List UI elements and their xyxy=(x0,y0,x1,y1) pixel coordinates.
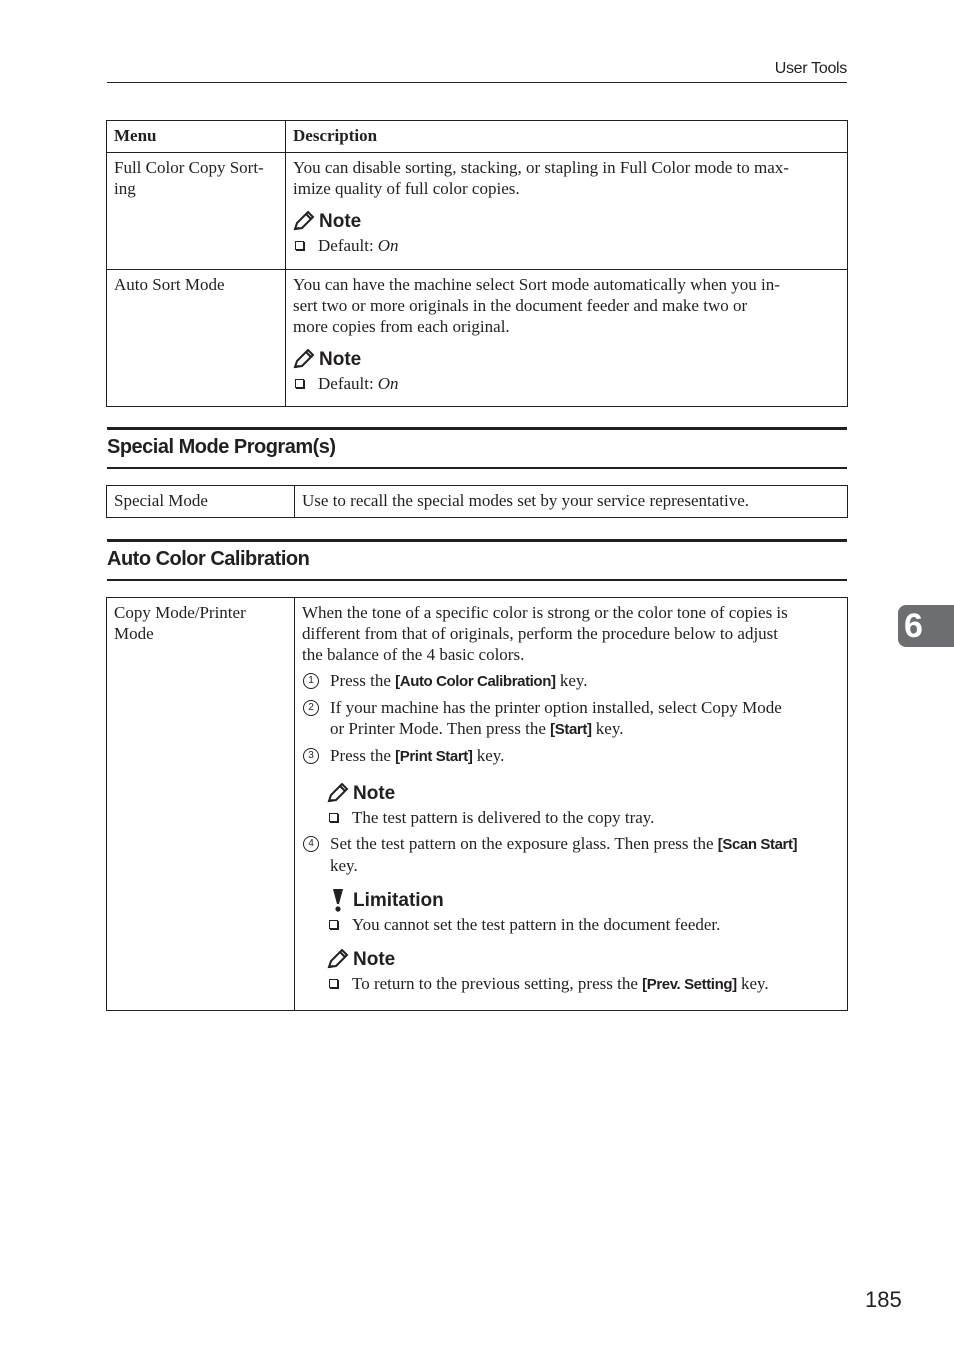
description-cell xyxy=(286,153,848,270)
header-rule xyxy=(107,82,847,83)
intro-text: When the tone of a specific color is strong or the color tone of copies is xyxy=(302,603,788,622)
settings-table xyxy=(106,120,848,407)
chapter-tab: 6 xyxy=(898,605,954,647)
description-cell xyxy=(295,598,848,1011)
pencil-icon xyxy=(327,783,349,803)
checkbox-bullet-icon xyxy=(329,979,338,988)
step-3 xyxy=(302,745,840,767)
description-text: imize quality of full color copies. xyxy=(293,179,520,198)
key-name: [Prev. Setting] xyxy=(642,976,737,993)
note-heading xyxy=(293,347,840,371)
description-cell: Use to recall the special modes set by your service representative. xyxy=(295,486,848,518)
menu-cell: Special Mode xyxy=(107,486,295,518)
description-text: sert two or more originals in the document feeder and make two or xyxy=(293,296,748,315)
note-label: Note xyxy=(319,210,362,232)
note-item xyxy=(293,373,840,394)
note-text: The test pattern is delivered to the copy tray. xyxy=(352,808,655,827)
menu-text: Auto Sort Mode xyxy=(114,275,225,294)
column-header-menu: Menu xyxy=(107,121,286,153)
section-rule-bottom xyxy=(107,579,847,581)
page-number: 185 xyxy=(865,1287,902,1312)
default-value: On xyxy=(377,374,399,393)
key-name: [Auto Color Calibration] xyxy=(395,673,556,690)
table-header-row xyxy=(107,121,848,153)
note-item xyxy=(327,973,840,995)
note-label: Note xyxy=(353,782,396,804)
table-row xyxy=(107,153,848,270)
default-prefix: Default: xyxy=(318,236,374,255)
step-number-icon: 4 xyxy=(303,836,319,852)
menu-text: Copy Mode/Printer xyxy=(114,603,246,622)
table-row xyxy=(107,486,848,518)
step-number-icon: 2 xyxy=(303,700,319,716)
note-label: Note xyxy=(319,348,362,370)
limitation-heading xyxy=(327,888,840,912)
checkbox-bullet-icon xyxy=(329,920,338,929)
special-mode-table xyxy=(106,485,848,518)
step-text: or Printer Mode. Then press the xyxy=(330,719,551,738)
menu-cell xyxy=(107,598,295,1011)
menu-cell xyxy=(107,153,286,270)
key-name: [Scan Start] xyxy=(717,836,798,853)
section-rule-top xyxy=(107,427,847,430)
section-title: Special Mode Program(s) xyxy=(107,436,336,458)
table-row xyxy=(107,270,848,407)
step-text: key. xyxy=(591,719,624,738)
step-text: Set the test pattern on the exposure glass. Then press the xyxy=(330,834,718,853)
note-text: key. xyxy=(736,974,769,993)
limitation-label: Limitation xyxy=(353,889,444,911)
description-text: You can have the machine select Sort mode automatically when you in- xyxy=(293,275,780,294)
step-number-icon: 3 xyxy=(303,748,319,764)
pencil-icon xyxy=(293,349,315,369)
key-name: [Print Start] xyxy=(395,748,473,765)
limitation-text: You cannot set the test pattern in the document feeder. xyxy=(352,915,721,934)
limitation-item xyxy=(327,914,840,935)
menu-cell xyxy=(107,270,286,407)
description-cell xyxy=(286,270,848,407)
menu-text: Full Color Copy Sort- xyxy=(114,158,264,177)
intro-text: different from that of originals, perform the procedure below to adjust xyxy=(302,624,779,643)
step-1 xyxy=(302,670,840,692)
section-rule-bottom xyxy=(107,467,847,469)
step-2 xyxy=(302,697,840,740)
step-number-icon: 1 xyxy=(303,673,319,689)
intro-text: the balance of the 4 basic colors. xyxy=(302,645,525,664)
note-heading xyxy=(293,209,840,233)
menu-text: Mode xyxy=(114,624,154,643)
key-name: [Start] xyxy=(550,721,592,738)
description-text: more copies from each original. xyxy=(293,317,510,336)
section-rule-top xyxy=(107,539,847,542)
pencil-icon xyxy=(293,211,315,231)
column-header-description: Description xyxy=(286,121,848,153)
step-text: key. xyxy=(472,746,505,765)
step-4 xyxy=(302,833,840,876)
running-header: User Tools xyxy=(774,60,847,77)
note-label: Note xyxy=(353,948,396,970)
section-title: Auto Color Calibration xyxy=(107,548,310,570)
table-row xyxy=(107,598,848,1011)
step-text: key. xyxy=(555,671,588,690)
pencil-icon xyxy=(327,949,349,969)
menu-text: ing xyxy=(114,179,136,198)
step-text: Press the xyxy=(330,671,396,690)
note-heading xyxy=(327,781,840,805)
step-text: key. xyxy=(330,856,358,875)
note-text: To return to the previous setting, press the xyxy=(352,974,643,993)
checkbox-bullet-icon xyxy=(329,813,338,822)
description-text: You can disable sorting, stacking, or stapling in Full Color mode to max- xyxy=(293,158,789,177)
step-text: Press the xyxy=(330,746,396,765)
note-item xyxy=(327,807,840,828)
note-item xyxy=(293,235,840,256)
default-prefix: Default: xyxy=(318,374,374,393)
calibration-table xyxy=(106,597,848,1011)
step-text: If your machine has the printer option installed, select Copy Mode xyxy=(330,698,782,717)
checkbox-bullet-icon xyxy=(295,241,304,250)
default-value: On xyxy=(377,236,399,255)
checkbox-bullet-icon xyxy=(295,379,304,388)
exclamation-icon xyxy=(327,888,349,912)
note-heading xyxy=(327,947,840,971)
